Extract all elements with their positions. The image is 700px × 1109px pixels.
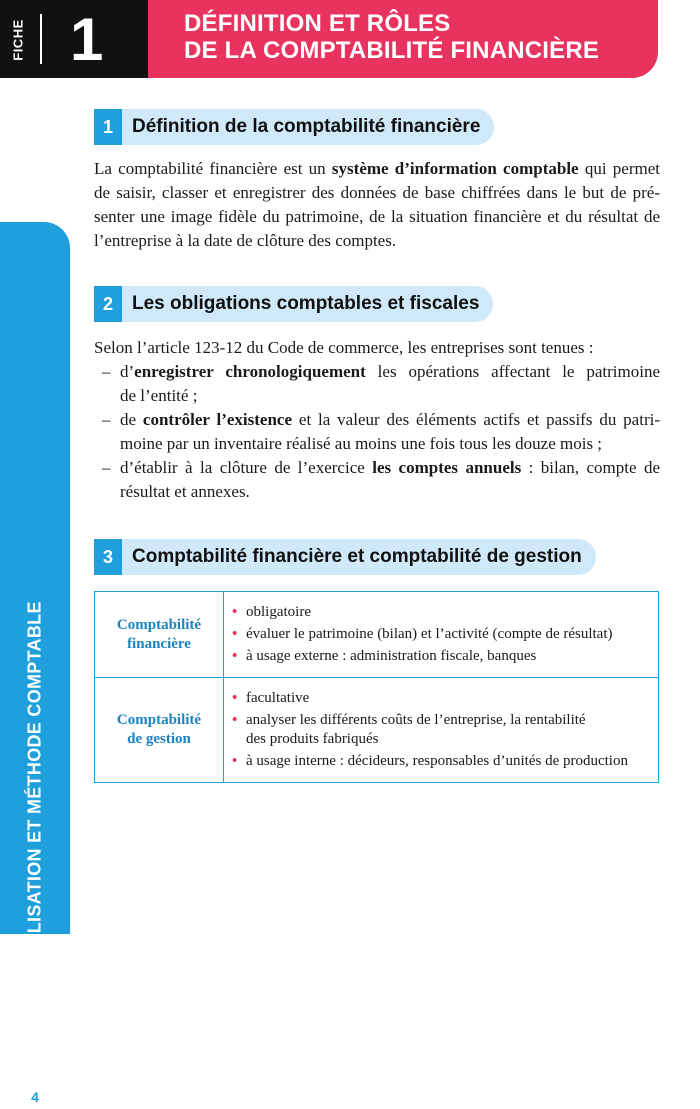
row-header: Comptabilité de gestion <box>95 678 224 783</box>
page-title-line2: DE LA COMPTABILITÉ FINANCIÈRE <box>184 37 600 64</box>
section-heading-1 <box>94 109 494 145</box>
list-item: – de contrôler l’existence et la valeur des éléments actifs et passifs du patri- moine par un inventaire réalisé au moins une fois tous les douze mois ; <box>102 410 660 453</box>
section-heading-2 <box>94 286 493 322</box>
section-heading-3 <box>94 539 596 575</box>
dash-marker: – <box>102 362 111 381</box>
fiche-divider <box>40 14 42 64</box>
list-item: – d’enregistrer chronologiquement les opérations affectant le patrimoine de l’entité ; <box>102 362 660 405</box>
page-number: 4 <box>23 1085 47 1109</box>
list-item: • à usage interne : décideurs, responsables d’unités de production <box>232 753 628 769</box>
definition-paragraph <box>94 157 660 253</box>
list-item: • facultative <box>232 690 310 706</box>
bullet-marker: • <box>232 712 238 728</box>
list-item: • évaluer le patrimoine (bilan) et l’activité (compte de résultat) <box>232 626 613 642</box>
section-number: 1 <box>94 109 122 145</box>
table-row <box>95 678 659 783</box>
section-title: Les obligations comptables et fiscales <box>132 293 480 314</box>
dash-marker: – <box>102 458 111 477</box>
paragraph-line: l’entreprise à la date de clôture des comptes. <box>94 231 397 250</box>
list-item: • obligatoire <box>232 604 311 620</box>
row-content <box>224 592 659 678</box>
bullet-marker: • <box>232 648 238 664</box>
comparison-table <box>94 591 659 783</box>
chapter-side-tab <box>0 222 70 1105</box>
dash-marker: – <box>102 410 111 429</box>
list-item: • analyser les différents coûts de l’entreprise, la rentabilité des produits fabriqués <box>232 712 586 747</box>
section-number: 3 <box>94 539 122 575</box>
obligations-list <box>94 336 660 504</box>
list-item: – d’établir à la clôture de l’exercice les comptes annuels : bilan, compte de résultat et annexes. <box>102 458 660 501</box>
list-item: • à usage externe : administration fiscale, banques <box>232 648 537 664</box>
row-header: Comptabilité financière <box>95 592 224 678</box>
bullet-marker: • <box>232 753 238 769</box>
fiche-label: FICHE <box>10 19 26 61</box>
section-title: Comptabilité financière et comptabilité de gestion <box>132 546 582 567</box>
row-content <box>224 678 659 783</box>
section-title: Définition de la comptabilité financière <box>132 116 481 137</box>
paragraph-line: La comptabilité financière est un système d’information comptable qui permet <box>94 159 660 178</box>
page-title-line1: DÉFINITION ET RÔLES <box>184 10 451 37</box>
bullet-marker: • <box>232 690 238 706</box>
bullet-marker: • <box>232 604 238 620</box>
section-number: 2 <box>94 286 122 322</box>
page-title <box>184 10 599 64</box>
paragraph-line: de saisir, classer et enregistrer des données de base chiffrées dans le but de pré- <box>94 183 660 202</box>
list-intro: Selon l’article 123-12 du Code de commerce, les entreprises sont tenues : <box>94 338 594 357</box>
bullet-marker: • <box>232 626 238 642</box>
chapter-title: NORMALISATION ET MÉTHODE COMPTABLE <box>24 601 45 1003</box>
table-row <box>95 592 659 678</box>
header-fiche-block <box>0 0 160 78</box>
fiche-number: 1 <box>70 6 104 73</box>
paragraph-line: senter une image fidèle du patrimoine, de la situation financière et du résultat de <box>94 207 660 226</box>
